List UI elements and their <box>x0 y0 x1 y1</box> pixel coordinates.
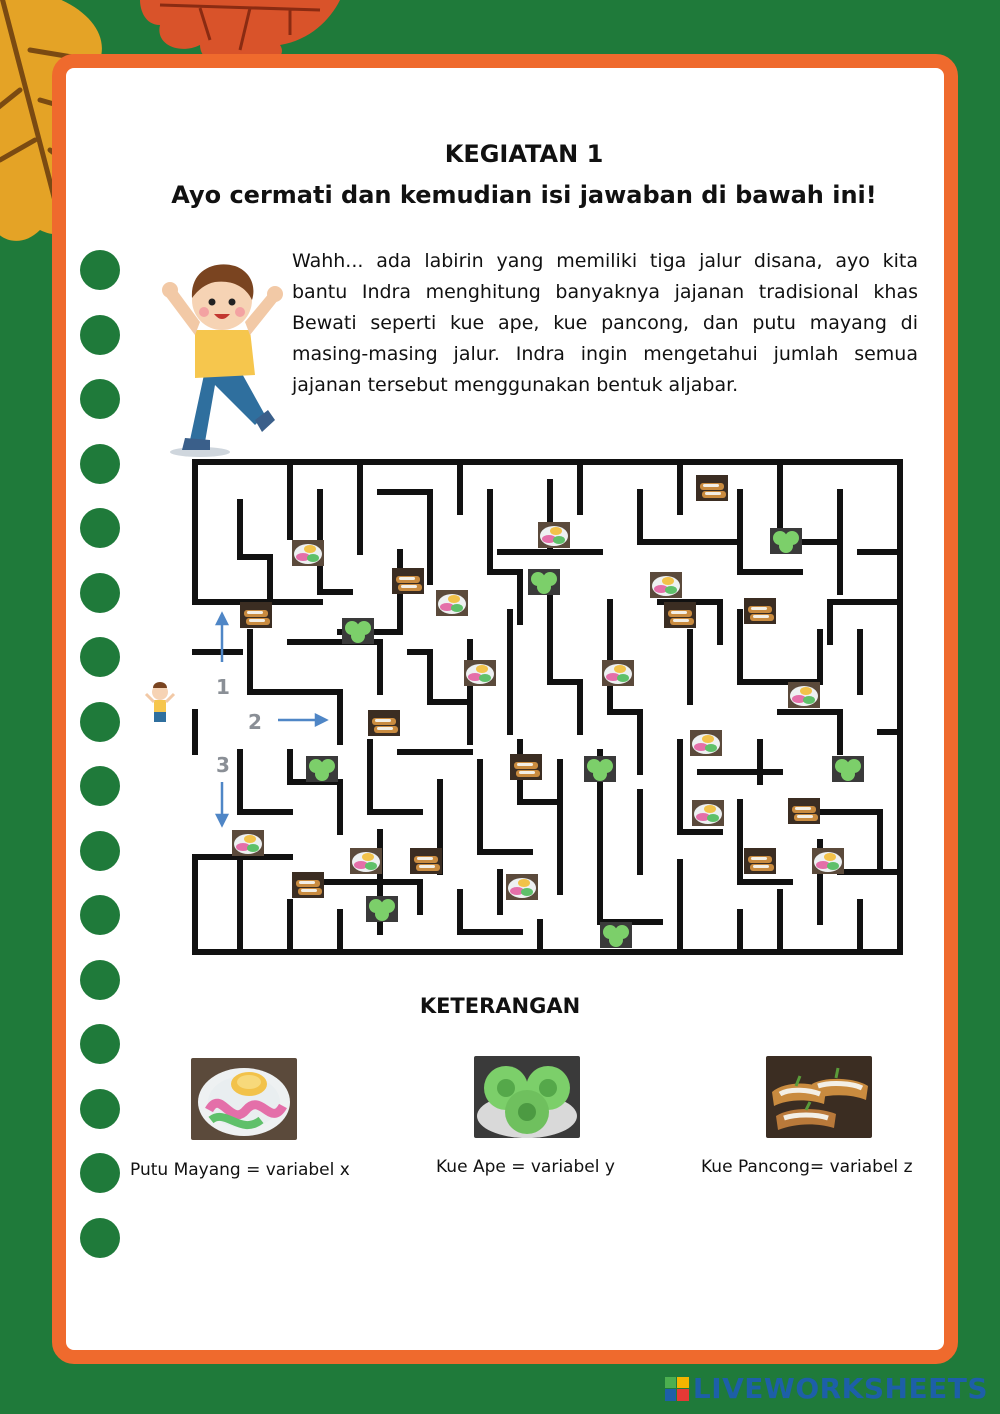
putu-mayang-tile-icon <box>292 540 324 566</box>
legend-title: KETERANGAN <box>419 994 581 1018</box>
kue-pancong-tile-icon <box>744 598 776 624</box>
path-label-1: 1 <box>216 675 230 699</box>
kue-pancong-photo <box>766 1056 872 1138</box>
activity-heading: KEGIATAN 1 <box>444 140 604 168</box>
kue-ape-tile-icon <box>306 756 338 782</box>
putu-mayang-tile-icon <box>602 660 634 686</box>
kue-pancong-tile-icon <box>240 602 272 628</box>
liveworksheets-logo-icon <box>665 1377 689 1401</box>
putu-mayang-tile-icon <box>538 522 570 548</box>
boy-character-icon <box>160 260 285 460</box>
putu-mayang-tile-icon <box>436 590 468 616</box>
binder-holes <box>80 250 124 1282</box>
kue-pancong-tile-icon <box>368 710 400 736</box>
kue-pancong-tile-icon <box>510 754 542 780</box>
kue-ape-tile-icon <box>832 756 864 782</box>
boy-small-icon <box>146 682 174 722</box>
putu-mayang-tile-icon <box>650 572 682 598</box>
kue-pancong-tile-icon <box>292 872 324 898</box>
path-label-3: 3 <box>216 753 230 777</box>
putu-mayang-tile-icon <box>506 874 538 900</box>
putu-mayang-tile-icon <box>692 800 724 826</box>
kue-pancong-tile-icon <box>664 602 696 628</box>
kue-ape-tile-icon <box>584 756 616 782</box>
kue-pancong-tile-icon <box>788 798 820 824</box>
instruction-subheading: Ayo cermati dan kemudian isi jawaban di bawah ini! <box>171 181 877 209</box>
kue-ape-tile-icon <box>366 896 398 922</box>
putu-mayang-tile-icon <box>690 730 722 756</box>
kue-ape-tile-icon <box>528 569 560 595</box>
putu-mayang-tile-icon <box>788 682 820 708</box>
legend-label-putu-mayang: Putu Mayang = variabel x <box>130 1160 350 1180</box>
kue-ape-tile-icon <box>770 528 802 554</box>
path-label-2: 2 <box>248 710 262 734</box>
putu-mayang-tile-icon <box>464 660 496 686</box>
kue-pancong-tile-icon <box>696 475 728 501</box>
kue-ape-photo <box>474 1056 580 1138</box>
liveworksheets-brand <box>665 1372 988 1405</box>
intro-paragraph: Wahh... ada labirin yang memiliki tiga jalur disana, ayo kita bantu Indra menghitung banyaknya jajanan tradisional khas Bewati seperti kue ape, kue pancong, dan putu mayang di masing-masing jalur. Indra ingin mengetahui jumlah semua jajanan tersebut menggunakan bentuk aljabar. <box>292 250 918 396</box>
putu-mayang-photo <box>191 1058 297 1140</box>
putu-mayang-tile-icon <box>350 848 382 874</box>
kue-pancong-tile-icon <box>744 848 776 874</box>
kue-pancong-tile-icon <box>392 568 424 594</box>
brand-text: LIVEWORKSHEETS <box>692 1372 988 1405</box>
legend-label-kue-pancong: Kue Pancong= variabel z <box>701 1157 913 1177</box>
putu-mayang-tile-icon <box>812 848 844 874</box>
putu-mayang-tile-icon <box>232 830 264 856</box>
kue-ape-tile-icon <box>600 922 632 948</box>
maze-diagram <box>140 452 920 972</box>
legend-label-kue-ape: Kue Ape = variabel y <box>436 1157 615 1177</box>
kue-pancong-tile-icon <box>410 848 442 874</box>
kue-ape-tile-icon <box>342 618 374 644</box>
